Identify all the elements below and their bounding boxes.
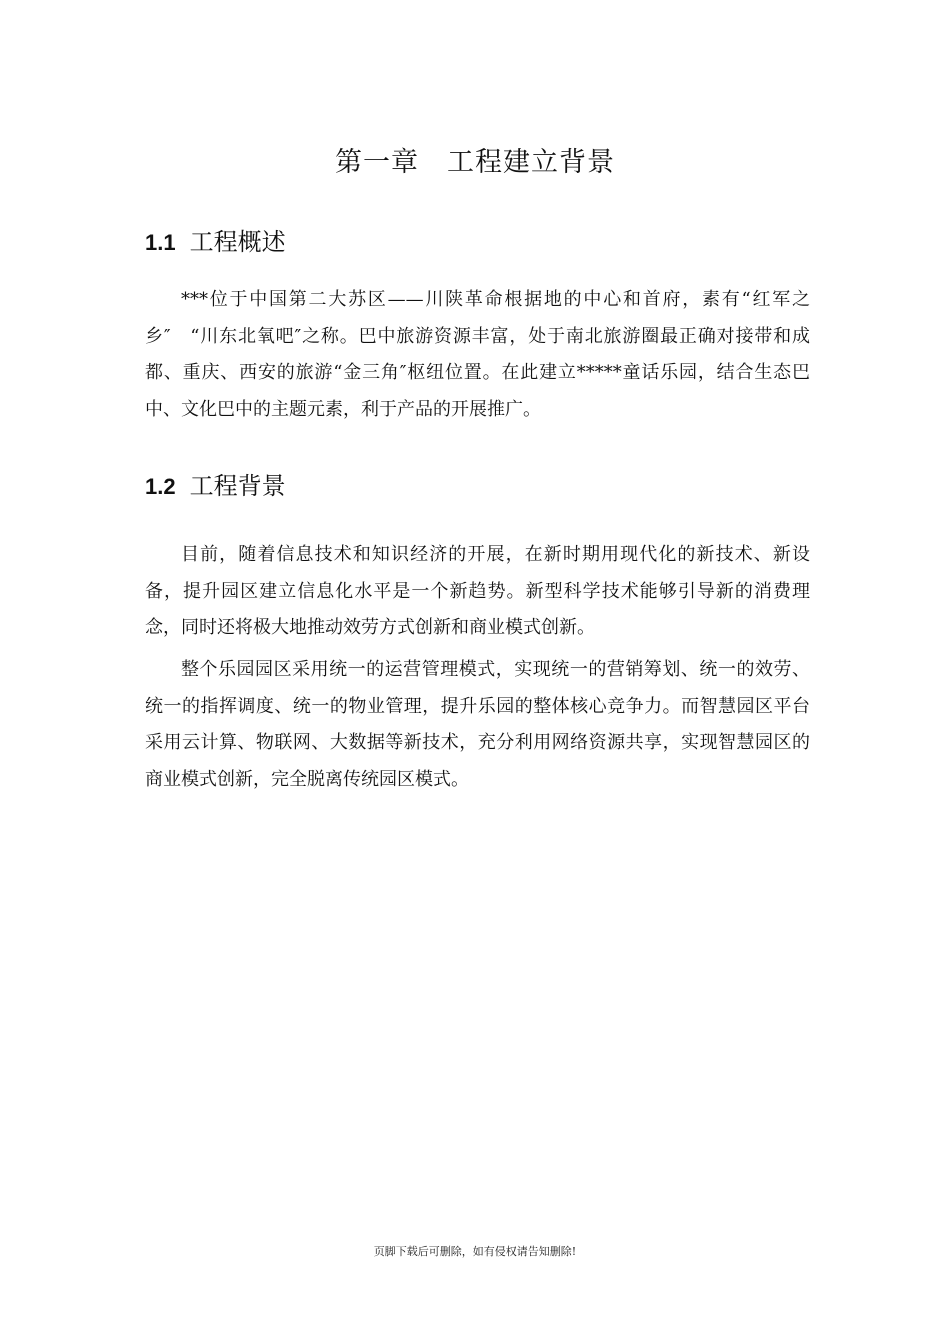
paragraph: 目前，随着信息技术和知识经济的开展，在新时期用现代化的新技术、新设备，提升园区建立信息化水平是一个新趋势。新型科学技术能够引导新的消费理念，同时还将极大地推动效劳方式创新和商业模式创新。 (145, 544, 810, 638)
chapter-title: 第一章 工程建立背景 (335, 147, 615, 178)
paragraph: ***位于中国第二大苏区——川陕革命根据地的中心和首府，素有“红军之乡″ “川东北氧吧″之称。巴中旅游资源丰富，处于南北旅游圈最正确对接带和成都、重庆、西安的旅游“金三角″枢纽位置。在此建立*****童话乐园，结合生态巴中、文化巴中的主题元素，利于产品的开展推广。 (145, 289, 810, 420)
section-number: 1.2 (145, 474, 176, 499)
page-footer: 页脚下载后可删除，如有侵权请告知删除! (373, 1245, 577, 1258)
section-title: 工程背景 (189, 472, 286, 500)
section-heading-1-1 (145, 222, 286, 257)
section-title: 工程概述 (189, 228, 286, 256)
section-number: 1.1 (145, 230, 176, 255)
section-heading-1-2 (145, 466, 286, 501)
paragraph: 整个乐园园区采用统一的运营管理模式，实现统一的营销筹划、统一的效劳、统一的指挥调度、统一的物业管理，提升乐园的整体核心竞争力。而智慧园区平台采用云计算、物联网、大数据等新技术，充分利用网络资源共享，实现智慧园区的商业模式创新，完全脱离传统园区模式。 (145, 659, 810, 790)
